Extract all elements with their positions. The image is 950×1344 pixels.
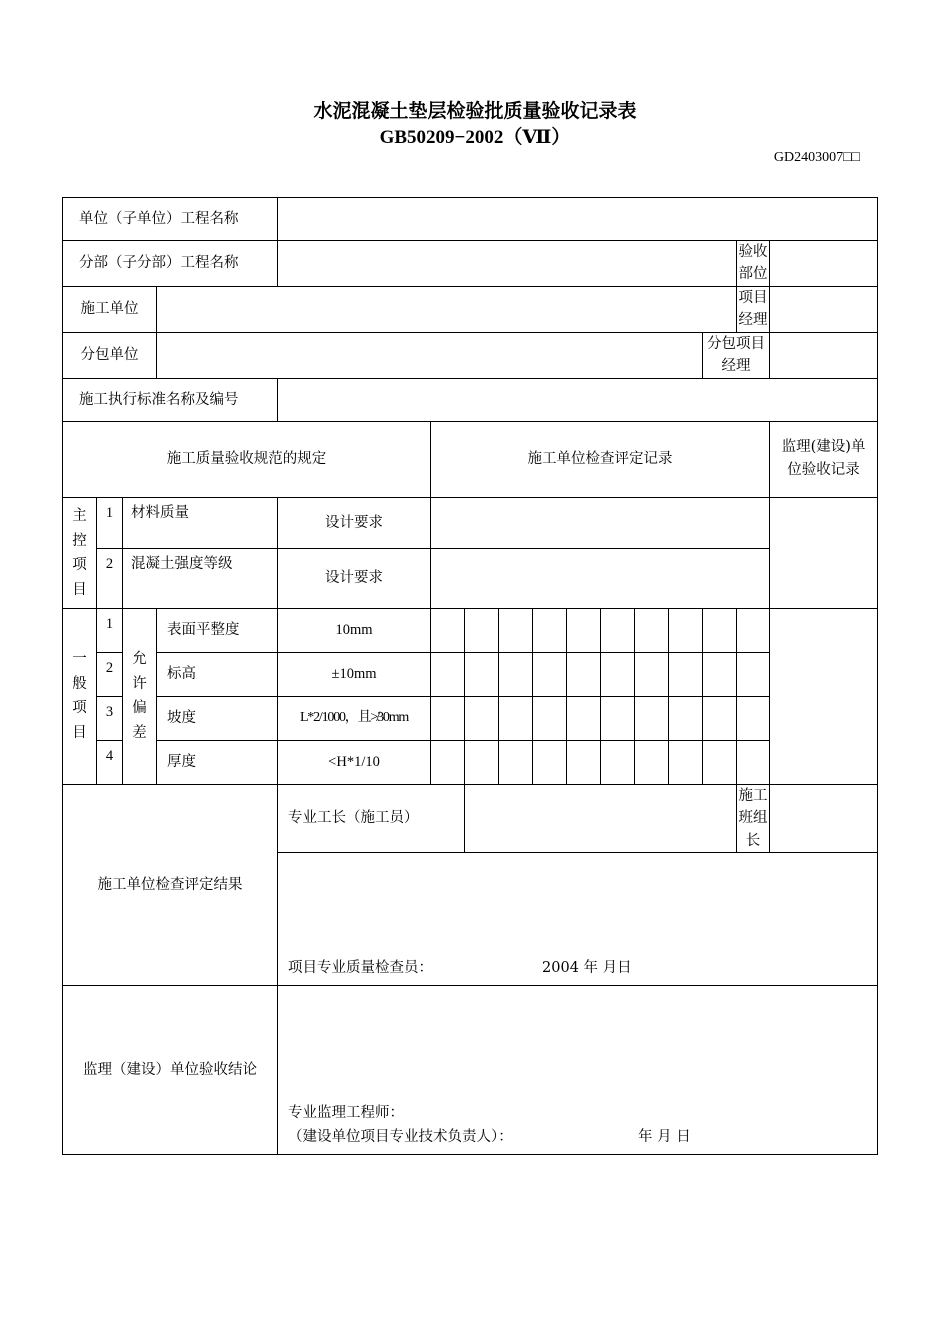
main-items-label: [63, 497, 97, 608]
conclusion-signature-area[interactable]: [278, 986, 878, 1155]
standard-label: 施工执行标准名称及编号: [63, 378, 278, 421]
supervision-record-header: [770, 421, 878, 497]
main-item-record[interactable]: [431, 548, 770, 608]
form-number: GD2403007□□: [773, 150, 860, 165]
measure-cell[interactable]: [533, 608, 567, 652]
main-item-no: 1: [97, 497, 123, 548]
measure-cell[interactable]: [567, 652, 601, 696]
general-item-no: 2: [97, 652, 123, 696]
conclusion-date: 年 月 日: [638, 1129, 691, 1146]
team-leader-value[interactable]: [770, 784, 878, 852]
measure-cell[interactable]: [737, 608, 770, 652]
general-items-label: [63, 608, 97, 784]
main-item-requirement: 设计要求: [278, 548, 431, 608]
measure-cell[interactable]: [465, 696, 499, 740]
measure-cell[interactable]: [635, 608, 669, 652]
construction-unit-value[interactable]: [157, 286, 737, 332]
general-items-supervision[interactable]: [770, 608, 878, 784]
construction-unit-label: 施工单位: [63, 286, 157, 332]
measure-cell[interactable]: [669, 608, 703, 652]
main-item-name: 混凝土强度等级: [123, 548, 278, 608]
measure-cell[interactable]: [737, 740, 770, 784]
subcontract-unit-label: 分包单位: [63, 332, 157, 378]
foreman-value[interactable]: [465, 784, 737, 852]
measure-cell[interactable]: [499, 696, 533, 740]
measure-cell[interactable]: [431, 608, 465, 652]
measure-cell[interactable]: [567, 608, 601, 652]
owner-label: （建设单位项目专业技术负责人）：: [288, 1129, 513, 1146]
unit-project-value[interactable]: [278, 198, 878, 241]
general-item-no: 3: [97, 696, 123, 740]
main-item-requirement: 设计要求: [278, 497, 431, 548]
measure-cell[interactable]: [703, 652, 737, 696]
supervision-record-header-text: 监理(建设)单位验收记录: [781, 439, 866, 479]
deviation-label: [123, 608, 157, 784]
project-manager-label: 项目经理: [737, 286, 770, 332]
measure-cell[interactable]: [499, 608, 533, 652]
result-signature-area[interactable]: [278, 853, 878, 986]
measure-cell[interactable]: [533, 696, 567, 740]
measure-cell[interactable]: [431, 740, 465, 784]
main-item-name: 材料质量: [123, 497, 278, 548]
general-item-requirement: <H*1/10: [278, 740, 431, 784]
subcontract-unit-value[interactable]: [157, 332, 703, 378]
general-item-requirement: L*2/1000，且≯30mm: [278, 696, 431, 740]
measure-cell[interactable]: [601, 652, 635, 696]
main-items-label-text: 主控项目: [72, 508, 87, 599]
form-title: 水泥混凝土垫层检验批质量验收记录表: [313, 100, 637, 122]
acceptance-part-label: 验收部位: [738, 244, 768, 283]
inspector-label: 项目专业质量检查员：: [288, 960, 434, 977]
general-item-requirement: 10mm: [278, 608, 431, 652]
general-item-no: 4: [97, 740, 123, 784]
measure-cell[interactable]: [669, 652, 703, 696]
measure-cell[interactable]: [499, 740, 533, 784]
acceptance-part-value[interactable]: [770, 241, 878, 287]
result-date: 2004 年 月日: [542, 960, 632, 977]
unit-project-label: 单位（子单位）工程名称: [63, 198, 278, 241]
measure-cell[interactable]: [635, 696, 669, 740]
main-item-no: 2: [97, 548, 123, 608]
measure-cell[interactable]: [635, 652, 669, 696]
sub-project-label: 分部（子分部）工程名称: [63, 241, 278, 287]
foreman-label: 专业工长（施工员）: [278, 784, 465, 852]
measure-cell[interactable]: [669, 740, 703, 784]
measure-cell[interactable]: [703, 608, 737, 652]
project-manager-value[interactable]: [770, 286, 878, 332]
standard-value[interactable]: [278, 378, 878, 421]
measure-cell[interactable]: [601, 608, 635, 652]
general-item-no: 1: [97, 608, 123, 652]
measure-cell[interactable]: [465, 608, 499, 652]
measure-cell[interactable]: [703, 740, 737, 784]
measure-cell[interactable]: [431, 652, 465, 696]
measure-cell[interactable]: [635, 740, 669, 784]
measure-cell[interactable]: [669, 696, 703, 740]
general-item-name: 厚度: [157, 740, 278, 784]
form-standard-code: GB50209−2002（Ⅶ）: [379, 127, 571, 148]
result-label: 施工单位检查评定结果: [63, 784, 278, 985]
inspection-form-table: [62, 197, 878, 1155]
main-items-supervision[interactable]: [770, 497, 878, 608]
conclusion-label: 监理（建设）单位验收结论: [63, 986, 278, 1155]
acceptance-part-label-cell: [737, 241, 770, 287]
general-item-name: 标高: [157, 652, 278, 696]
measure-cell[interactable]: [601, 740, 635, 784]
general-item-name: 坡度: [157, 696, 278, 740]
subcontract-manager-label: 分包项目经理: [703, 332, 770, 378]
measure-cell[interactable]: [737, 696, 770, 740]
sub-project-value[interactable]: [278, 241, 737, 287]
engineer-label: 专业监理工程师：: [288, 1105, 405, 1122]
spec-header: 施工质量验收规范的规定: [63, 421, 431, 497]
measure-cell[interactable]: [737, 652, 770, 696]
measure-cell[interactable]: [703, 696, 737, 740]
measure-cell[interactable]: [567, 696, 601, 740]
team-leader-label: 施工班组长: [737, 784, 770, 852]
measure-cell[interactable]: [431, 696, 465, 740]
measure-cell[interactable]: [567, 740, 601, 784]
general-items-label-text: 一般项目: [72, 651, 87, 741]
general-item-name: 表面平整度: [157, 608, 278, 652]
measure-cell[interactable]: [465, 652, 499, 696]
measure-cell[interactable]: [465, 740, 499, 784]
measure-cell[interactable]: [499, 652, 533, 696]
measure-cell[interactable]: [533, 740, 567, 784]
deviation-label-text: 允许偏差: [132, 651, 147, 741]
construction-record-header: 施工单位检查评定记录: [431, 421, 770, 497]
general-item-requirement: ±10mm: [278, 652, 431, 696]
main-item-record[interactable]: [431, 497, 770, 548]
subcontract-manager-value[interactable]: [770, 332, 878, 378]
measure-cell[interactable]: [533, 652, 567, 696]
measure-cell[interactable]: [601, 696, 635, 740]
